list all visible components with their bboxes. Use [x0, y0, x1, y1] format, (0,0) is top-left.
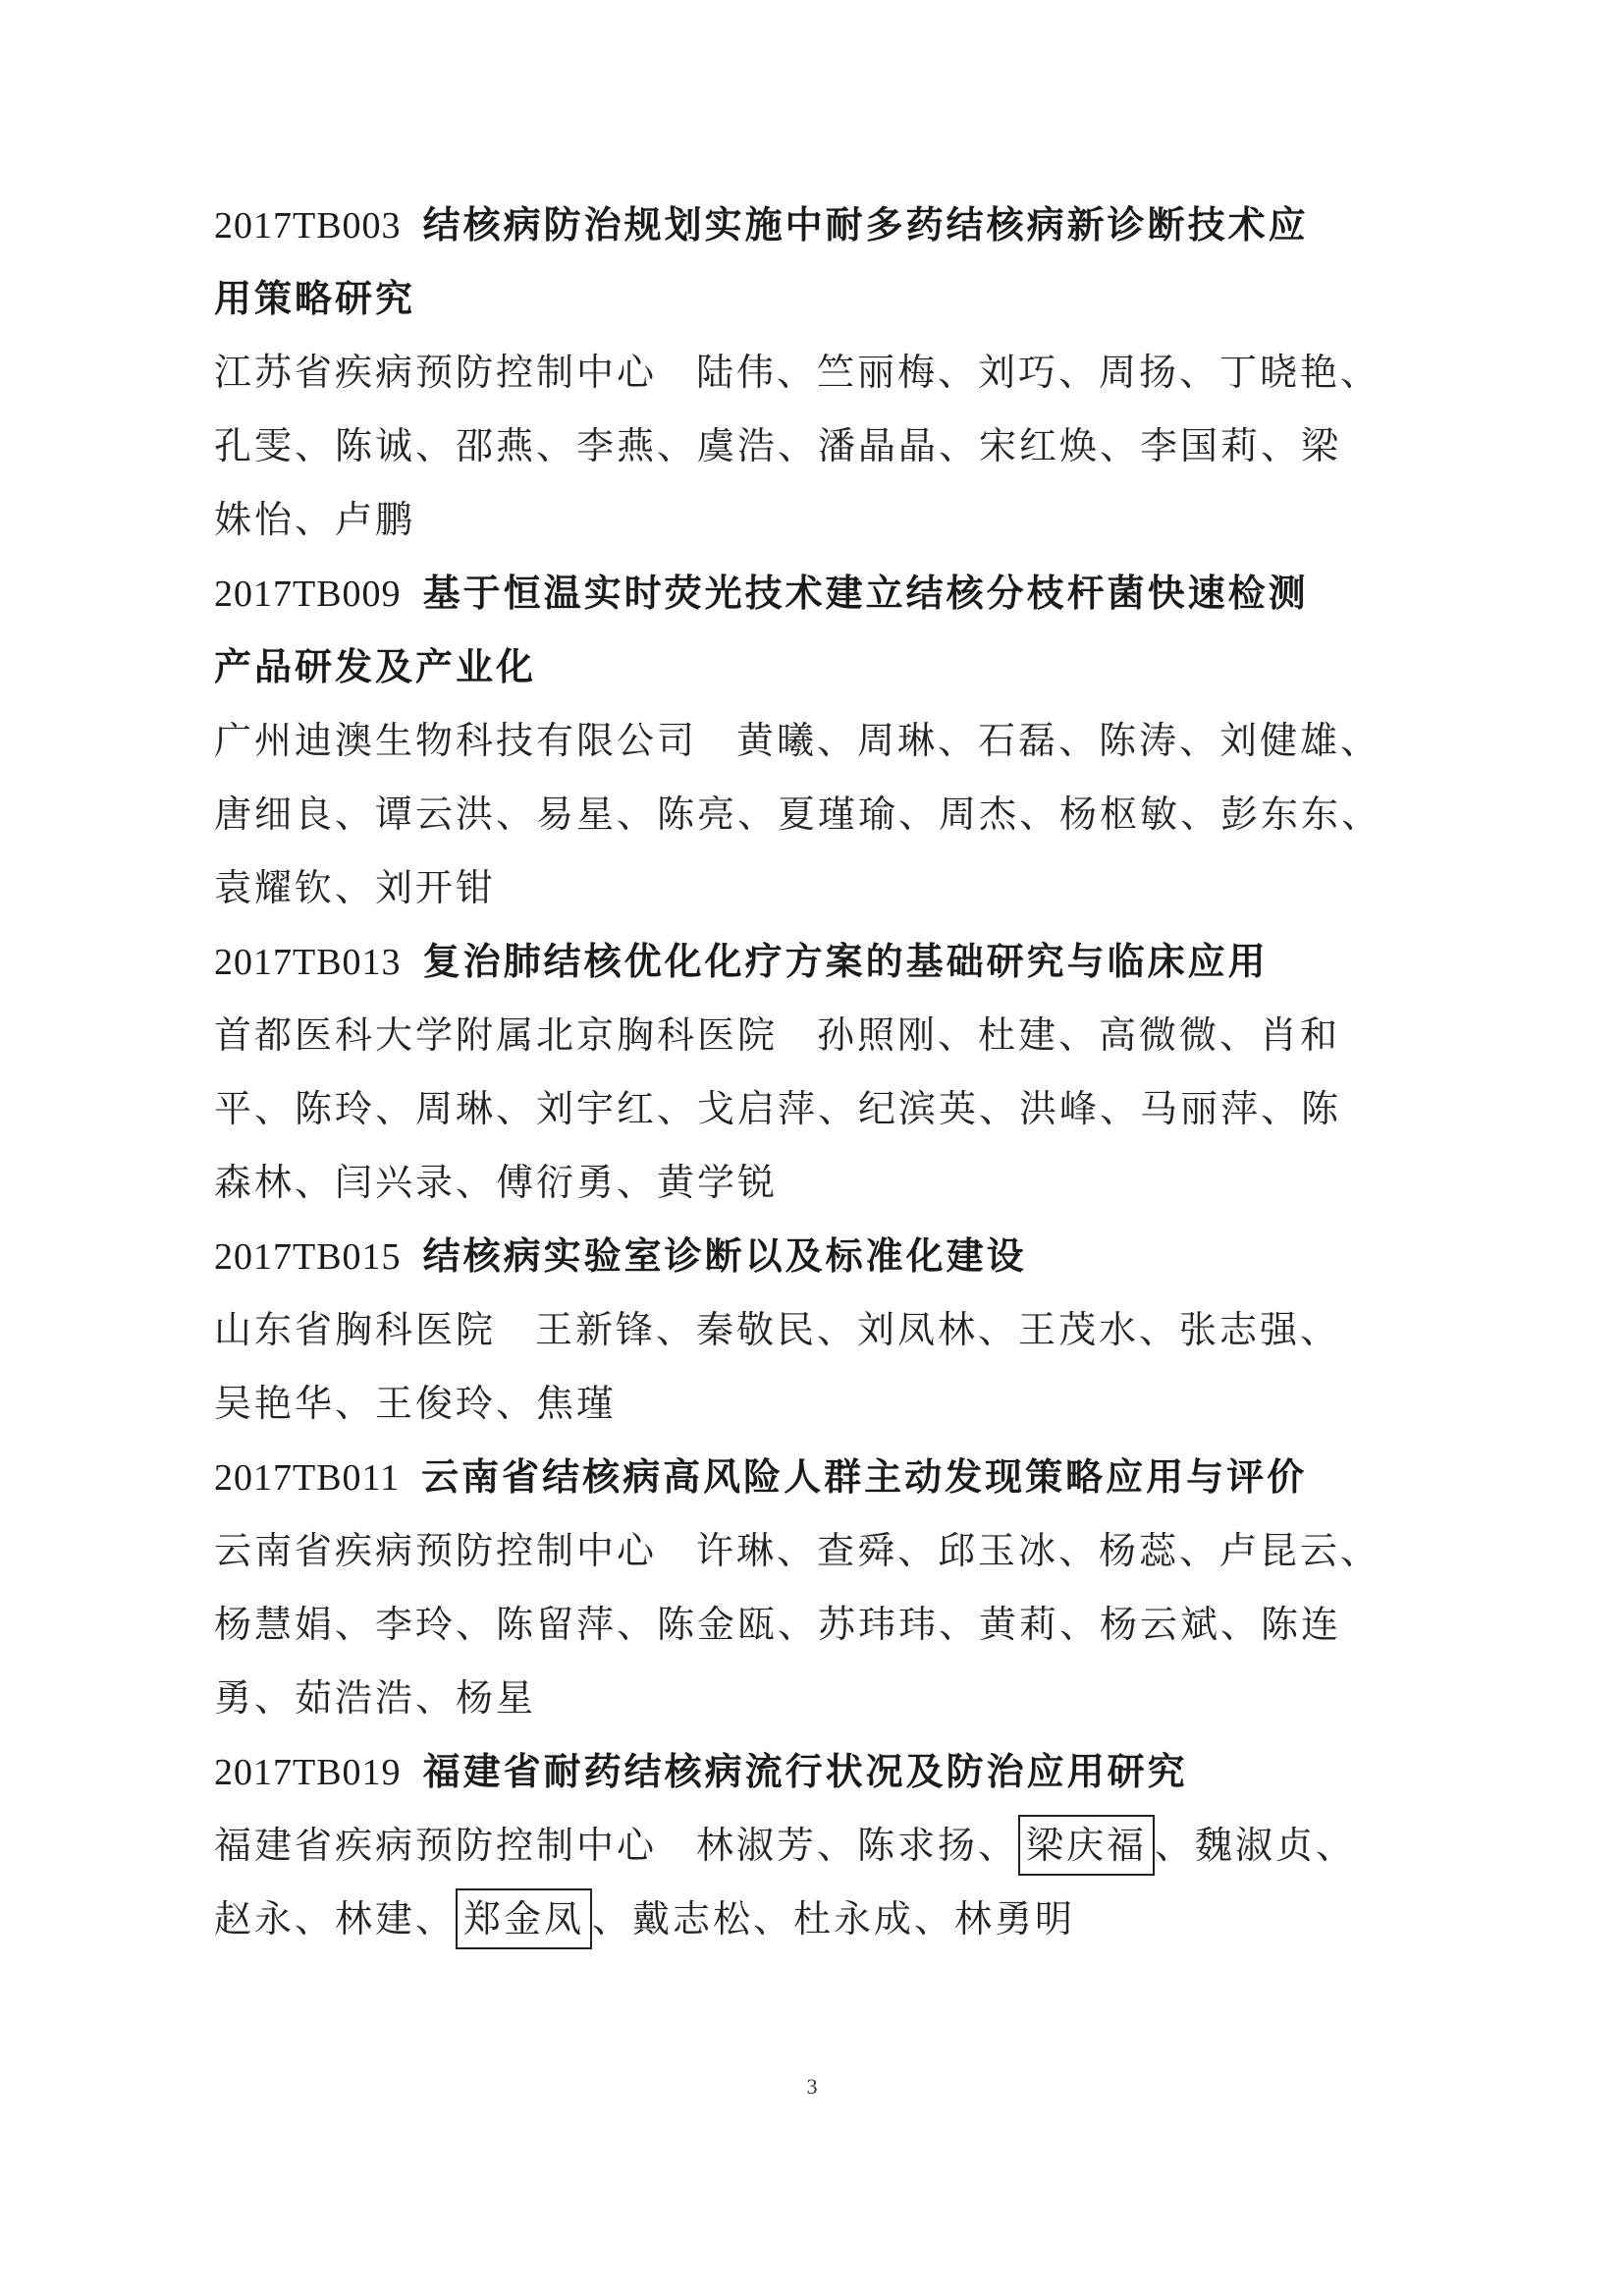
- people: 林淑芳、陈求扬、: [696, 1824, 1019, 1867]
- project-title-cont: 产品研发及产业化: [214, 645, 537, 688]
- entry-people-line: [214, 851, 1432, 925]
- entry-people-line: [214, 1588, 1432, 1662]
- project-code: 2017TB015: [214, 1236, 402, 1278]
- people: 平、陈玲、周琳、刘宇红、戈启萍、纪滨英、洪峰、马丽萍、陈: [214, 1087, 1342, 1130]
- entry-title-line: [214, 630, 1432, 704]
- people: 袁耀钦、刘开钳: [214, 866, 497, 909]
- entry-people-line: [214, 1146, 1432, 1220]
- entry-title-line: [214, 1441, 1432, 1514]
- people: 王新锋、秦敬民、刘凤林、王茂水、张志强、: [535, 1308, 1341, 1351]
- organization: 广州迪澳生物科技有限公司: [214, 719, 698, 762]
- project-code: 2017TB019: [214, 1752, 402, 1793]
- highlighted-name-box: 郑金凤: [456, 1888, 592, 1949]
- project-title: 基于恒温实时荧光技术建立结核分枝杆菌快速检测: [422, 572, 1309, 615]
- entry-people-line: [214, 1514, 1432, 1588]
- people: 黄曦、周琳、石磊、陈涛、刘健雄、: [736, 719, 1381, 762]
- project-code: 2017TB003: [214, 205, 402, 246]
- project-title-cont: 用策略研究: [214, 277, 416, 320]
- project-title: 结核病防治规划实施中耐多药结核病新诊断技术应: [422, 203, 1309, 246]
- people: 姝怡、卢鹏: [214, 498, 416, 541]
- entry-people-line: [214, 336, 1432, 410]
- people: 唐细良、谭云洪、易星、陈亮、夏瑾瑜、周杰、杨枢敏、彭东东、: [214, 793, 1382, 836]
- entry-people-line: [214, 1367, 1432, 1441]
- entry-title-line: [214, 1735, 1432, 1809]
- people: 赵永、林建、: [214, 1897, 457, 1941]
- organization: 山东省胸科医院: [214, 1308, 497, 1351]
- project-code: 2017TB009: [214, 574, 402, 615]
- entry-people-line: [214, 1809, 1432, 1883]
- people: 孔雯、陈诚、邵燕、李燕、虞浩、潘晶晶、宋红焕、李国莉、梁: [214, 424, 1342, 467]
- organization: 云南省疾病预防控制中心: [214, 1529, 658, 1572]
- entry-title-line: [214, 262, 1432, 336]
- people: 、戴志松、杜永成、林勇明: [592, 1897, 1076, 1941]
- project-title: 结核病实验室诊断以及标准化建设: [422, 1234, 1027, 1278]
- entry-title-line: [214, 925, 1432, 999]
- people: 陆伟、竺丽梅、刘巧、周扬、丁晓艳、: [696, 351, 1381, 394]
- organization: 江苏省疾病预防控制中心: [214, 351, 658, 394]
- project-title: 云南省结核病高风险人群主动发现策略应用与评价: [421, 1455, 1308, 1499]
- project-code: 2017TB013: [214, 942, 402, 983]
- document-body: [214, 189, 1432, 1956]
- entry-people-line: [214, 778, 1432, 851]
- entry-people-line: [214, 704, 1432, 778]
- people: 杨慧娟、李玲、陈留萍、陈金瓯、苏玮玮、黄莉、杨云斌、陈连: [214, 1603, 1342, 1646]
- entry-people-line: [214, 483, 1432, 557]
- entry-people-line: [214, 1072, 1432, 1146]
- page-number: 3: [806, 2074, 818, 2099]
- organization: 首都医科大学附属北京胸科医院: [214, 1013, 779, 1057]
- entry-title-line: [214, 557, 1432, 630]
- project-title: 福建省耐药结核病流行状况及防治应用研究: [422, 1750, 1188, 1793]
- highlighted-name-box: 梁庆福: [1018, 1815, 1155, 1876]
- entry-title-line: [214, 1220, 1432, 1293]
- entry-people-line: [214, 1662, 1432, 1735]
- entry-title-line: [214, 189, 1432, 262]
- entry-people-line: [214, 1293, 1432, 1367]
- project-code: 2017TB011: [214, 1457, 401, 1499]
- project-title: 复治肺结核优化化疗方案的基础研究与临床应用: [422, 940, 1269, 983]
- people: 森林、闫兴录、傅衍勇、黄学锐: [214, 1161, 779, 1204]
- people: 勇、茹浩浩、杨星: [214, 1676, 537, 1720]
- people: 、魏淑贞、: [1155, 1824, 1357, 1867]
- entry-people-line: [214, 999, 1432, 1072]
- people: 许琳、查舜、邱玉冰、杨蕊、卢昆云、: [696, 1529, 1381, 1572]
- people: 孙照刚、杜建、高微微、肖和: [817, 1013, 1341, 1057]
- organization: 福建省疾病预防控制中心: [214, 1824, 658, 1867]
- people: 吴艳华、王俊玲、焦瑾: [214, 1382, 618, 1425]
- entry-people-line: [214, 410, 1432, 483]
- entry-people-line: [214, 1883, 1432, 1956]
